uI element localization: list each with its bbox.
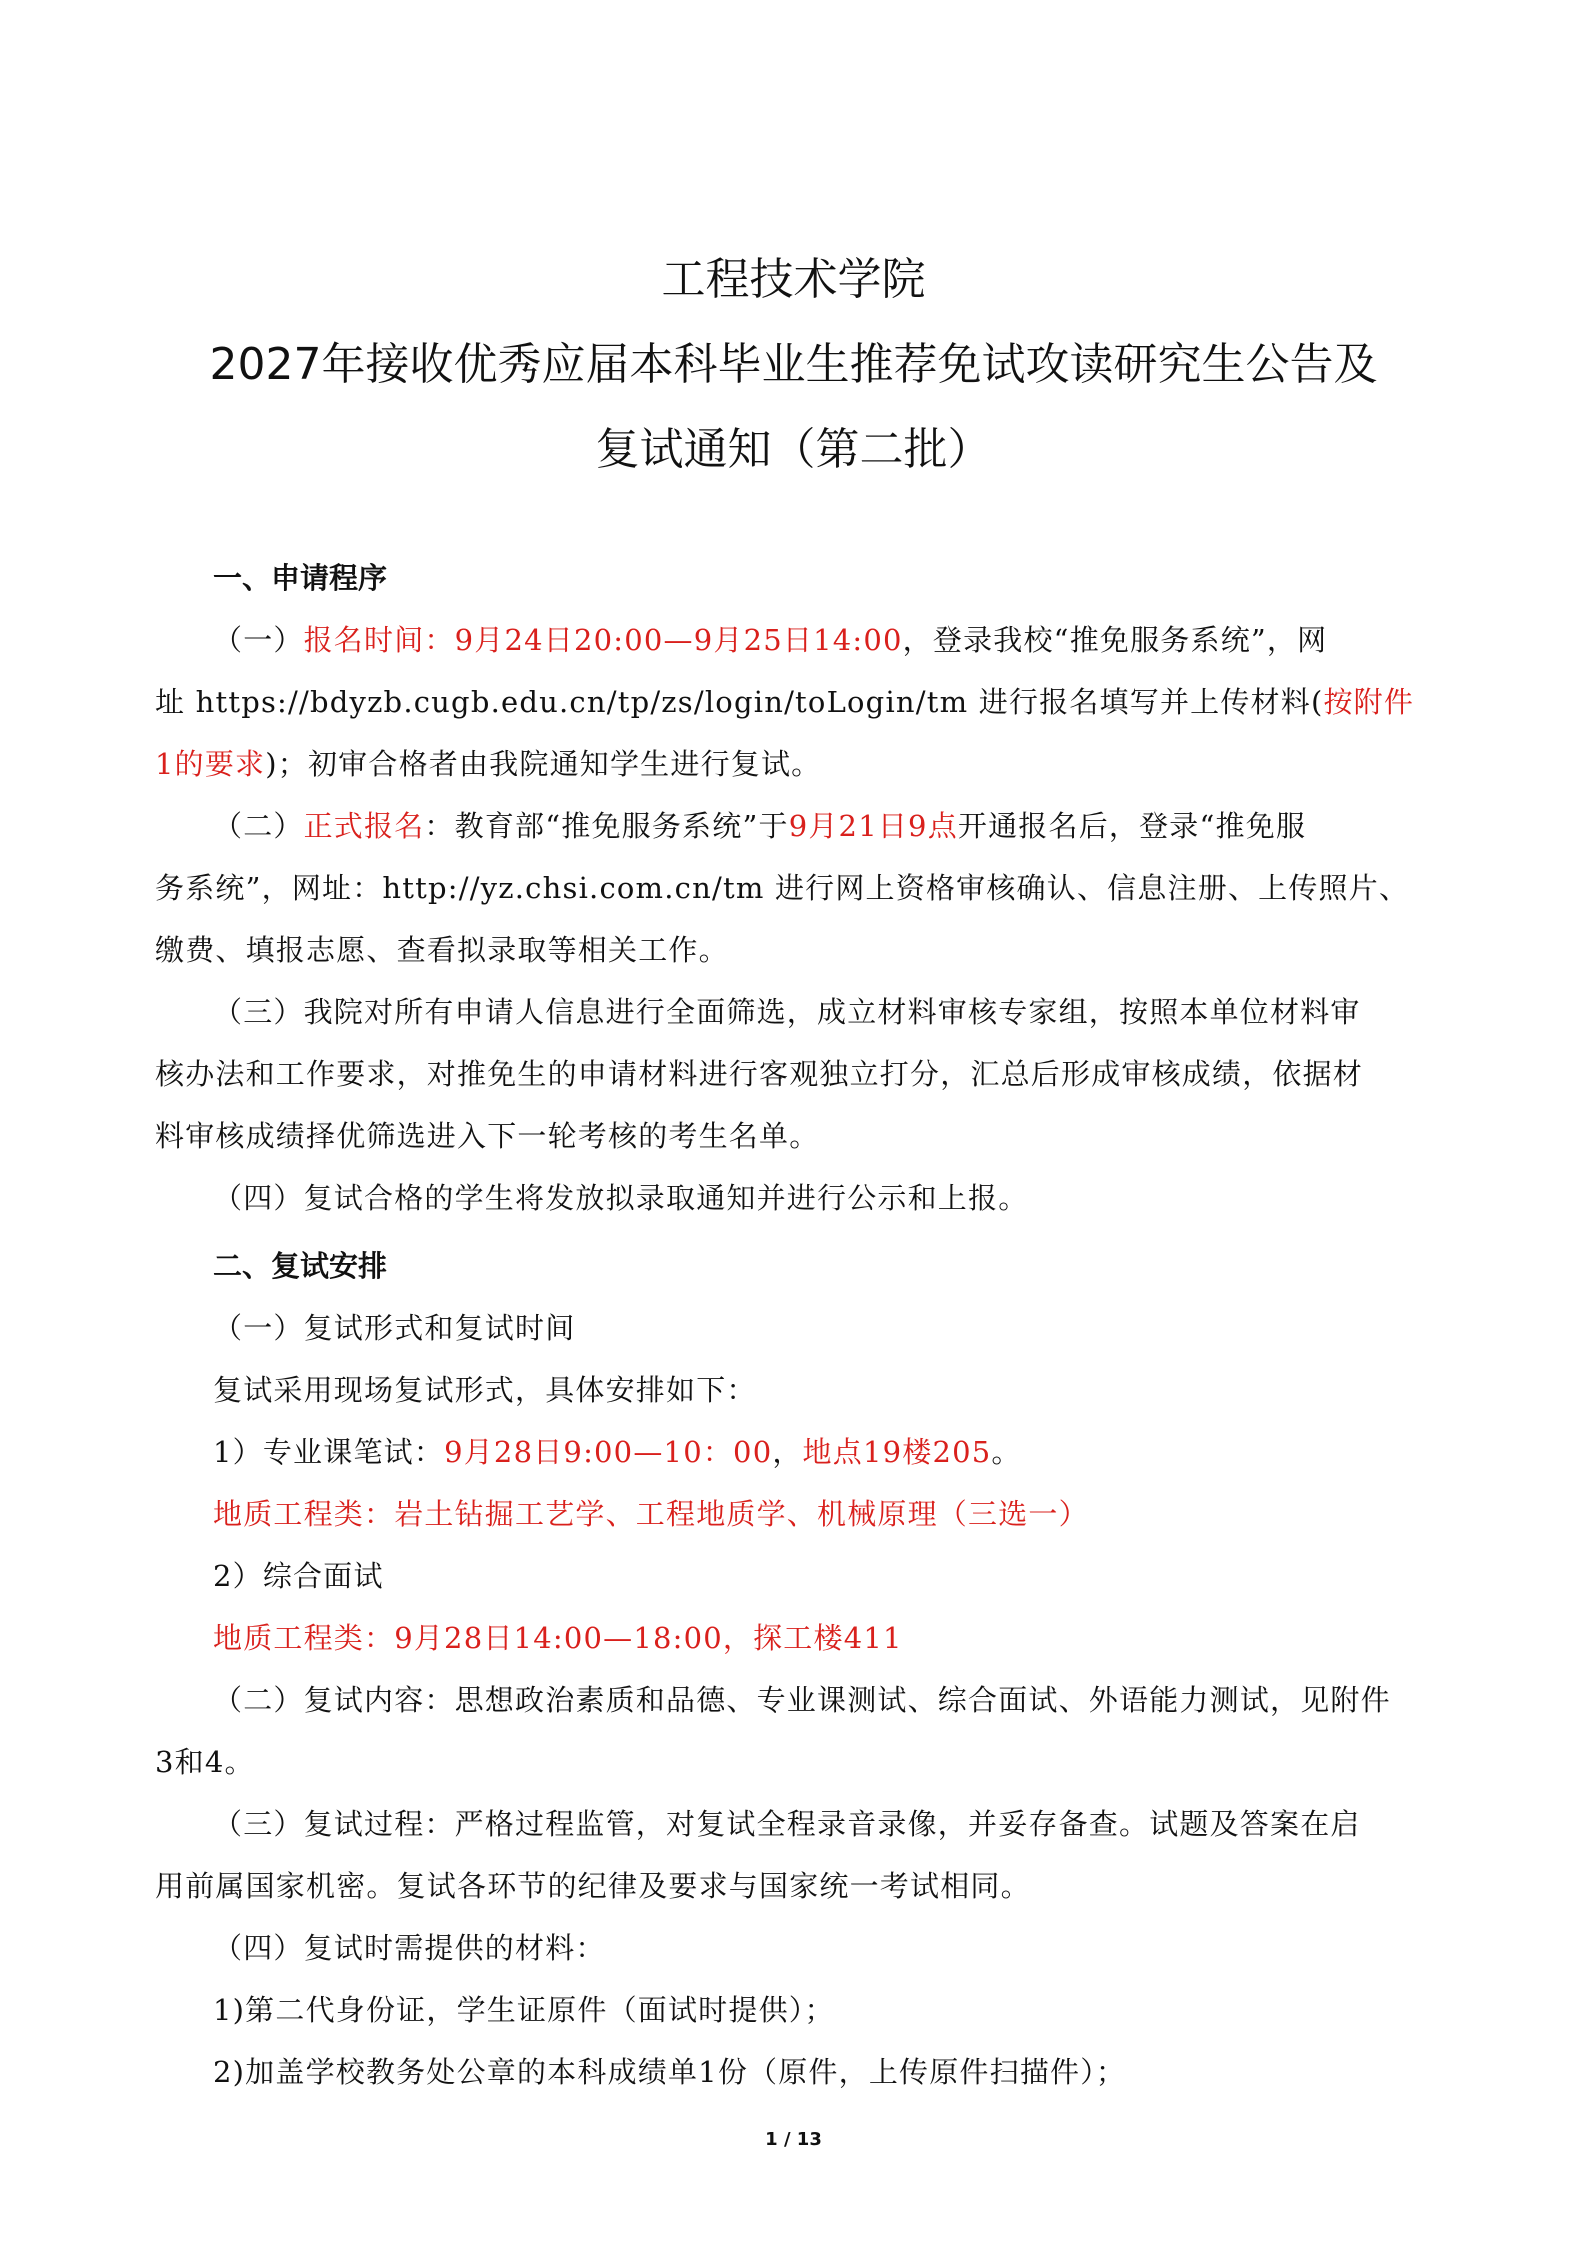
- title-line-1: 工程技术学院: [661, 254, 926, 305]
- item-1-place: 地点19楼205: [802, 1435, 992, 1469]
- item-1-sep: ，: [772, 1435, 803, 1469]
- sub-4-heading: （四）复试时需提供的材料：: [213, 1931, 606, 1965]
- sub-2-line-2: 3和4。: [155, 1745, 255, 1779]
- p2-mid-1: ：教育部“推免服务系统”于: [424, 809, 789, 843]
- paragraph-2-line-3: 缴费、填报志愿、查看拟录取等相关工作。: [155, 933, 729, 967]
- p1-end: )；初审合格者由我院通知学生进行复试。: [265, 747, 822, 781]
- paragraph-4: （四）复试合格的学生将发放拟录取通知并进行公示和上报。: [213, 1181, 1029, 1215]
- material-2: 2)加盖学校教务处公章的本科成绩单1份（原件，上传原件扫描件）；: [213, 2055, 1127, 2089]
- p1-mid: ，登录我校“推免服务系统”，网: [902, 623, 1328, 657]
- p1-attachment-ref: 按附件: [1323, 685, 1415, 719]
- paragraph-2-line-1: [213, 804, 1306, 848]
- item-1-time: 9月28日9:00—10：00: [444, 1435, 773, 1469]
- item-2-detail: 地质工程类：9月28日14:00—18:00，探工楼411: [213, 1621, 903, 1655]
- item-1-end: 。: [991, 1435, 1022, 1469]
- item-1-written-exam: [213, 1430, 1022, 1474]
- sub-1-description: 复试采用现场复试形式，具体安排如下：: [213, 1373, 757, 1407]
- sub-2-line-1: （二）复试内容：思想政治素质和品德、专业课测试、综合面试、外语能力测试，见附件: [213, 1683, 1391, 1717]
- paragraph-1-line-1: [213, 618, 1327, 662]
- paragraph-3-line-2: 核办法和工作要求，对推免生的申请材料进行客观独立打分，汇总后形成审核成绩，依据材: [155, 1057, 1364, 1091]
- paragraph-3-line-3: 料审核成绩择优筛选进入下一轮考核的考生名单。: [155, 1119, 820, 1153]
- p1-registration-time: 报名时间：9月24日20:00—9月25日14:00: [303, 623, 903, 657]
- p1-prefix: （一）: [213, 623, 304, 657]
- p2-prefix: （二）: [213, 809, 304, 843]
- item-1-detail: 地质工程类：岩土钻掘工艺学、工程地质学、机械原理（三选一）: [213, 1497, 1089, 1531]
- sub-3-line-1: （三）复试过程：严格过程监管，对复试全程录音录像，并妥存备查。试题及答案在启: [213, 1807, 1361, 1841]
- title-line-2: 2027年接收优秀应届本科毕业生推荐免试攻读研究生公告及: [209, 339, 1378, 390]
- p1-url-text: 址 https://bdyzb.cugb.edu.cn/tp/zs/login/toLogin/tm 进行报名填写并上传材料(: [155, 685, 1324, 719]
- paragraph-1-line-2: [155, 680, 1414, 724]
- paragraph-3-line-1: （三）我院对所有申请人信息进行全面筛选，成立材料审核专家组，按照本单位材料审: [213, 995, 1361, 1029]
- sub-3-line-2: 用前属国家机密。复试各环节的纪律及要求与国家统一考试相同。: [155, 1869, 1031, 1903]
- material-1: 1)第二代身份证，学生证原件（面试时提供）；: [213, 1993, 835, 2027]
- paragraph-1-line-3: [155, 742, 821, 786]
- title-line-3: 复试通知（第二批）: [595, 424, 992, 475]
- p2-mid-2: 开通报名后，登录“推免服: [957, 809, 1307, 843]
- page-number: 1 / 13: [765, 2129, 822, 2150]
- section-heading-1: 一、申请程序: [213, 561, 388, 595]
- paragraph-2-line-2: 务系统”，网址：http://yz.chsi.com.cn/tm 进行网上资格审核确认、信息注册、上传照片、: [155, 871, 1410, 905]
- sub-heading-1: （一）复试形式和复试时间: [213, 1311, 576, 1345]
- item-2-interview: 2）综合面试: [213, 1559, 384, 1593]
- section-heading-2: 二、复试安排: [213, 1249, 388, 1283]
- p1-requirement-ref: 1的要求: [155, 747, 266, 781]
- p2-formal-registration: 正式报名: [303, 809, 425, 843]
- p2-open-date: 9月21日9点: [788, 809, 958, 843]
- item-1-prefix: 1）专业课笔试：: [213, 1435, 445, 1469]
